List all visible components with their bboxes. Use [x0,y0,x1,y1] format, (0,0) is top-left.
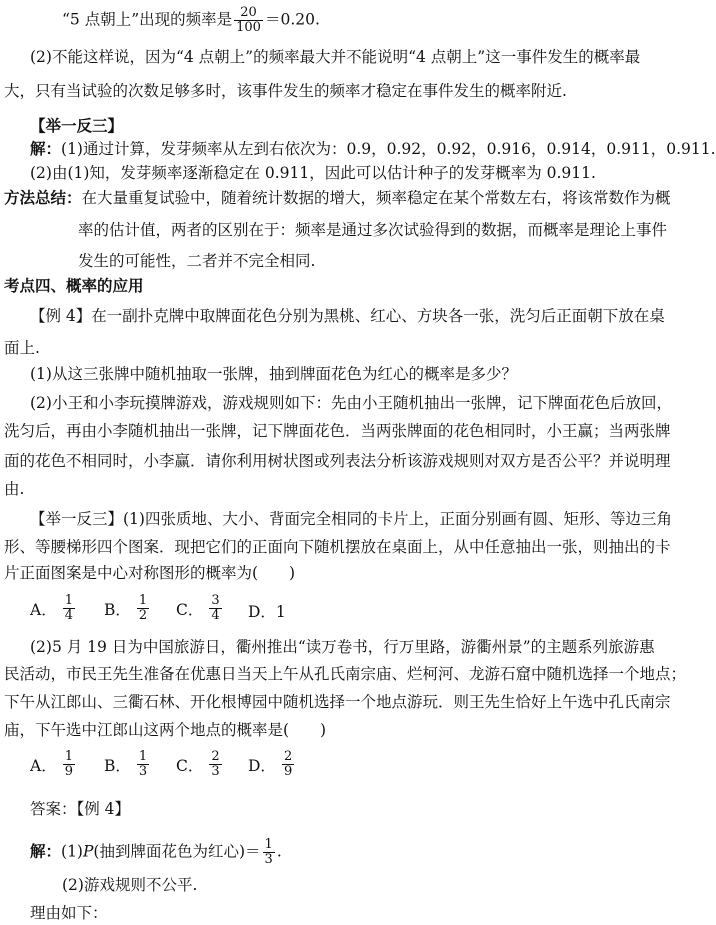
text-segment: (1) [61,842,83,861]
fraction [234,6,263,35]
frequency-result-line [62,6,320,35]
paragraph-line: 面上. [4,339,40,357]
section-title: 考点四、概率的应用 [4,276,144,295]
denominator: 9 [64,764,73,779]
method-summary-line [4,188,671,208]
paragraph-line: 由. [4,480,25,498]
paragraph-line: (2)不能这样说，因为“4 点朝上”的频率最大并不能说明“4 点朝上”这一事件发生的概率最 [30,48,641,66]
option-c [176,750,224,779]
option-label: C． [176,756,204,775]
denominator: 9 [283,764,293,779]
answer-line: (2)游戏规则不公平. [62,876,198,894]
paragraph-line: 庙，下午选中江郎山这两个地点的概率是( ) [4,721,327,739]
probability-symbol: P [82,842,94,861]
text-segment: (1)通过计算，发芽频率从左到右依次为：0.9，0.92，0.92，0.916，0.914，0.911，0.911. [61,140,716,158]
option-b [104,750,151,779]
denominator: 4 [211,608,220,623]
text-segment: “5 点朝上”出现的频率是 [62,10,233,29]
option-label: A． [30,756,57,775]
option-label: D．1 [248,603,286,621]
paragraph-line: 片正面图案是中心对称图形的概率为( ) [4,564,296,582]
fraction [209,594,221,623]
fraction [63,594,75,623]
exercise-line: (2)5 月 19 日为中国旅游日，衢州推出“读万卷书，行万里路，游衢州景”的主题系列旅游惠 [30,638,655,656]
option-label: A． [30,600,57,619]
numerator: 1 [264,837,273,852]
option-d [248,600,290,622]
numerator: 2 [283,749,293,764]
exercise-line: 【举一反三】(1)四张质地、大小、背面完全相同的卡片上，正面分别画有圆、矩形、等边三角 [30,510,672,528]
fraction [137,594,149,623]
paragraph-line: (2)由(1)知，发芽频率逐渐稳定在 0.911，因此可以估计种子的发芽概率为 0.911. [30,164,596,182]
option-label: B． [104,600,131,619]
fraction [263,838,275,867]
numerator: 1 [138,749,148,764]
method-summary-label: 方法总结： [4,188,82,207]
numerator: 2 [211,749,220,764]
fraction [209,750,221,779]
option-label: D． [248,756,276,775]
numerator: 3 [211,593,220,608]
option-b [104,594,151,623]
paragraph-line: 发生的可能性，二者并不完全相同. [78,252,316,270]
denominator: 100 [236,20,261,35]
answer-line [30,838,282,867]
option-a [30,594,77,623]
denominator: 4 [64,608,73,623]
option-a [30,750,77,779]
denominator: 3 [211,764,220,779]
section-heading: 【举一反三】 [30,116,124,135]
example-line: 【例 4】在一副扑克牌中取牌面花色分别为黑桃、红心、方块各一张，洗匀后正面朝下放在桌 [30,307,665,325]
fraction [282,750,294,779]
answer-line: 理由如下： [30,904,108,922]
fraction [63,750,75,779]
paragraph-line: 面的花色不相同时，小李赢．请你利用树状图或列表法分析该游戏规则对双方是否公平？并说明理 [4,452,671,470]
text-segment: . [276,842,282,861]
paragraph-line: 下午从江郎山、三衢石林、开化根博园中随机选择一个地点游玩．则王先生恰好上午选中孔氏南宗 [4,693,671,711]
numerator: 1 [138,593,148,608]
option-label: B． [104,756,131,775]
denominator: 2 [138,608,148,623]
option-c [176,594,224,623]
text-segment: 在大量重复试验中，随着统计数据的增大，频率稳定在某个常数左右，将该常数作为概 [81,189,671,207]
option-label: C． [176,600,204,619]
numerator: 20 [240,5,257,20]
denominator: 3 [138,764,148,779]
paragraph-line: 大，只有当试验的次数足够多时，该事件发生的频率才稳定在事件发生的概率附近. [4,82,567,100]
paragraph-line: 洗匀后，再由小李随机抽出一张牌，记下牌面花色．当两张牌面的花色相同时，小王赢；当两张牌 [4,422,671,440]
paragraph-line: 民活动，市民王先生准备在优惠日当天上午从孔氏南宗庙、烂柯河、龙游石窟中随机选择一个地点； [4,665,687,683]
paragraph-line: 形、等腰梯形四个图案．现把它们的正面向下随机摆放在桌面上，从中任意抽出一张，则抽出的卡 [4,538,671,556]
denominator: 3 [264,852,273,867]
paragraph-line: 率的估计值，两者的区别在于：频率是通过多次试验得到的数据，而概率是理论上事件 [78,221,668,239]
answer-heading: 答案：【例 4】 [30,800,131,818]
numerator: 1 [64,593,73,608]
question-line: (1)从这三张牌中随机抽取一张牌，抽到牌面花色为红心的概率是多少？ [30,365,517,383]
text-segment: (抽到牌面花色为红心)＝ [93,842,261,861]
numerator: 1 [64,749,73,764]
fraction [137,750,149,779]
text-segment: ＝0.20. [264,10,320,29]
option-d [248,750,296,779]
question-line: (2)小王和小李玩摸牌游戏，游戏规则如下：先由小王随机抽出一张牌，记下牌面花色后放回， [30,394,672,412]
solution-label: 解： [30,841,62,861]
solution-line [30,139,716,159]
solution-label: 解： [30,139,62,158]
